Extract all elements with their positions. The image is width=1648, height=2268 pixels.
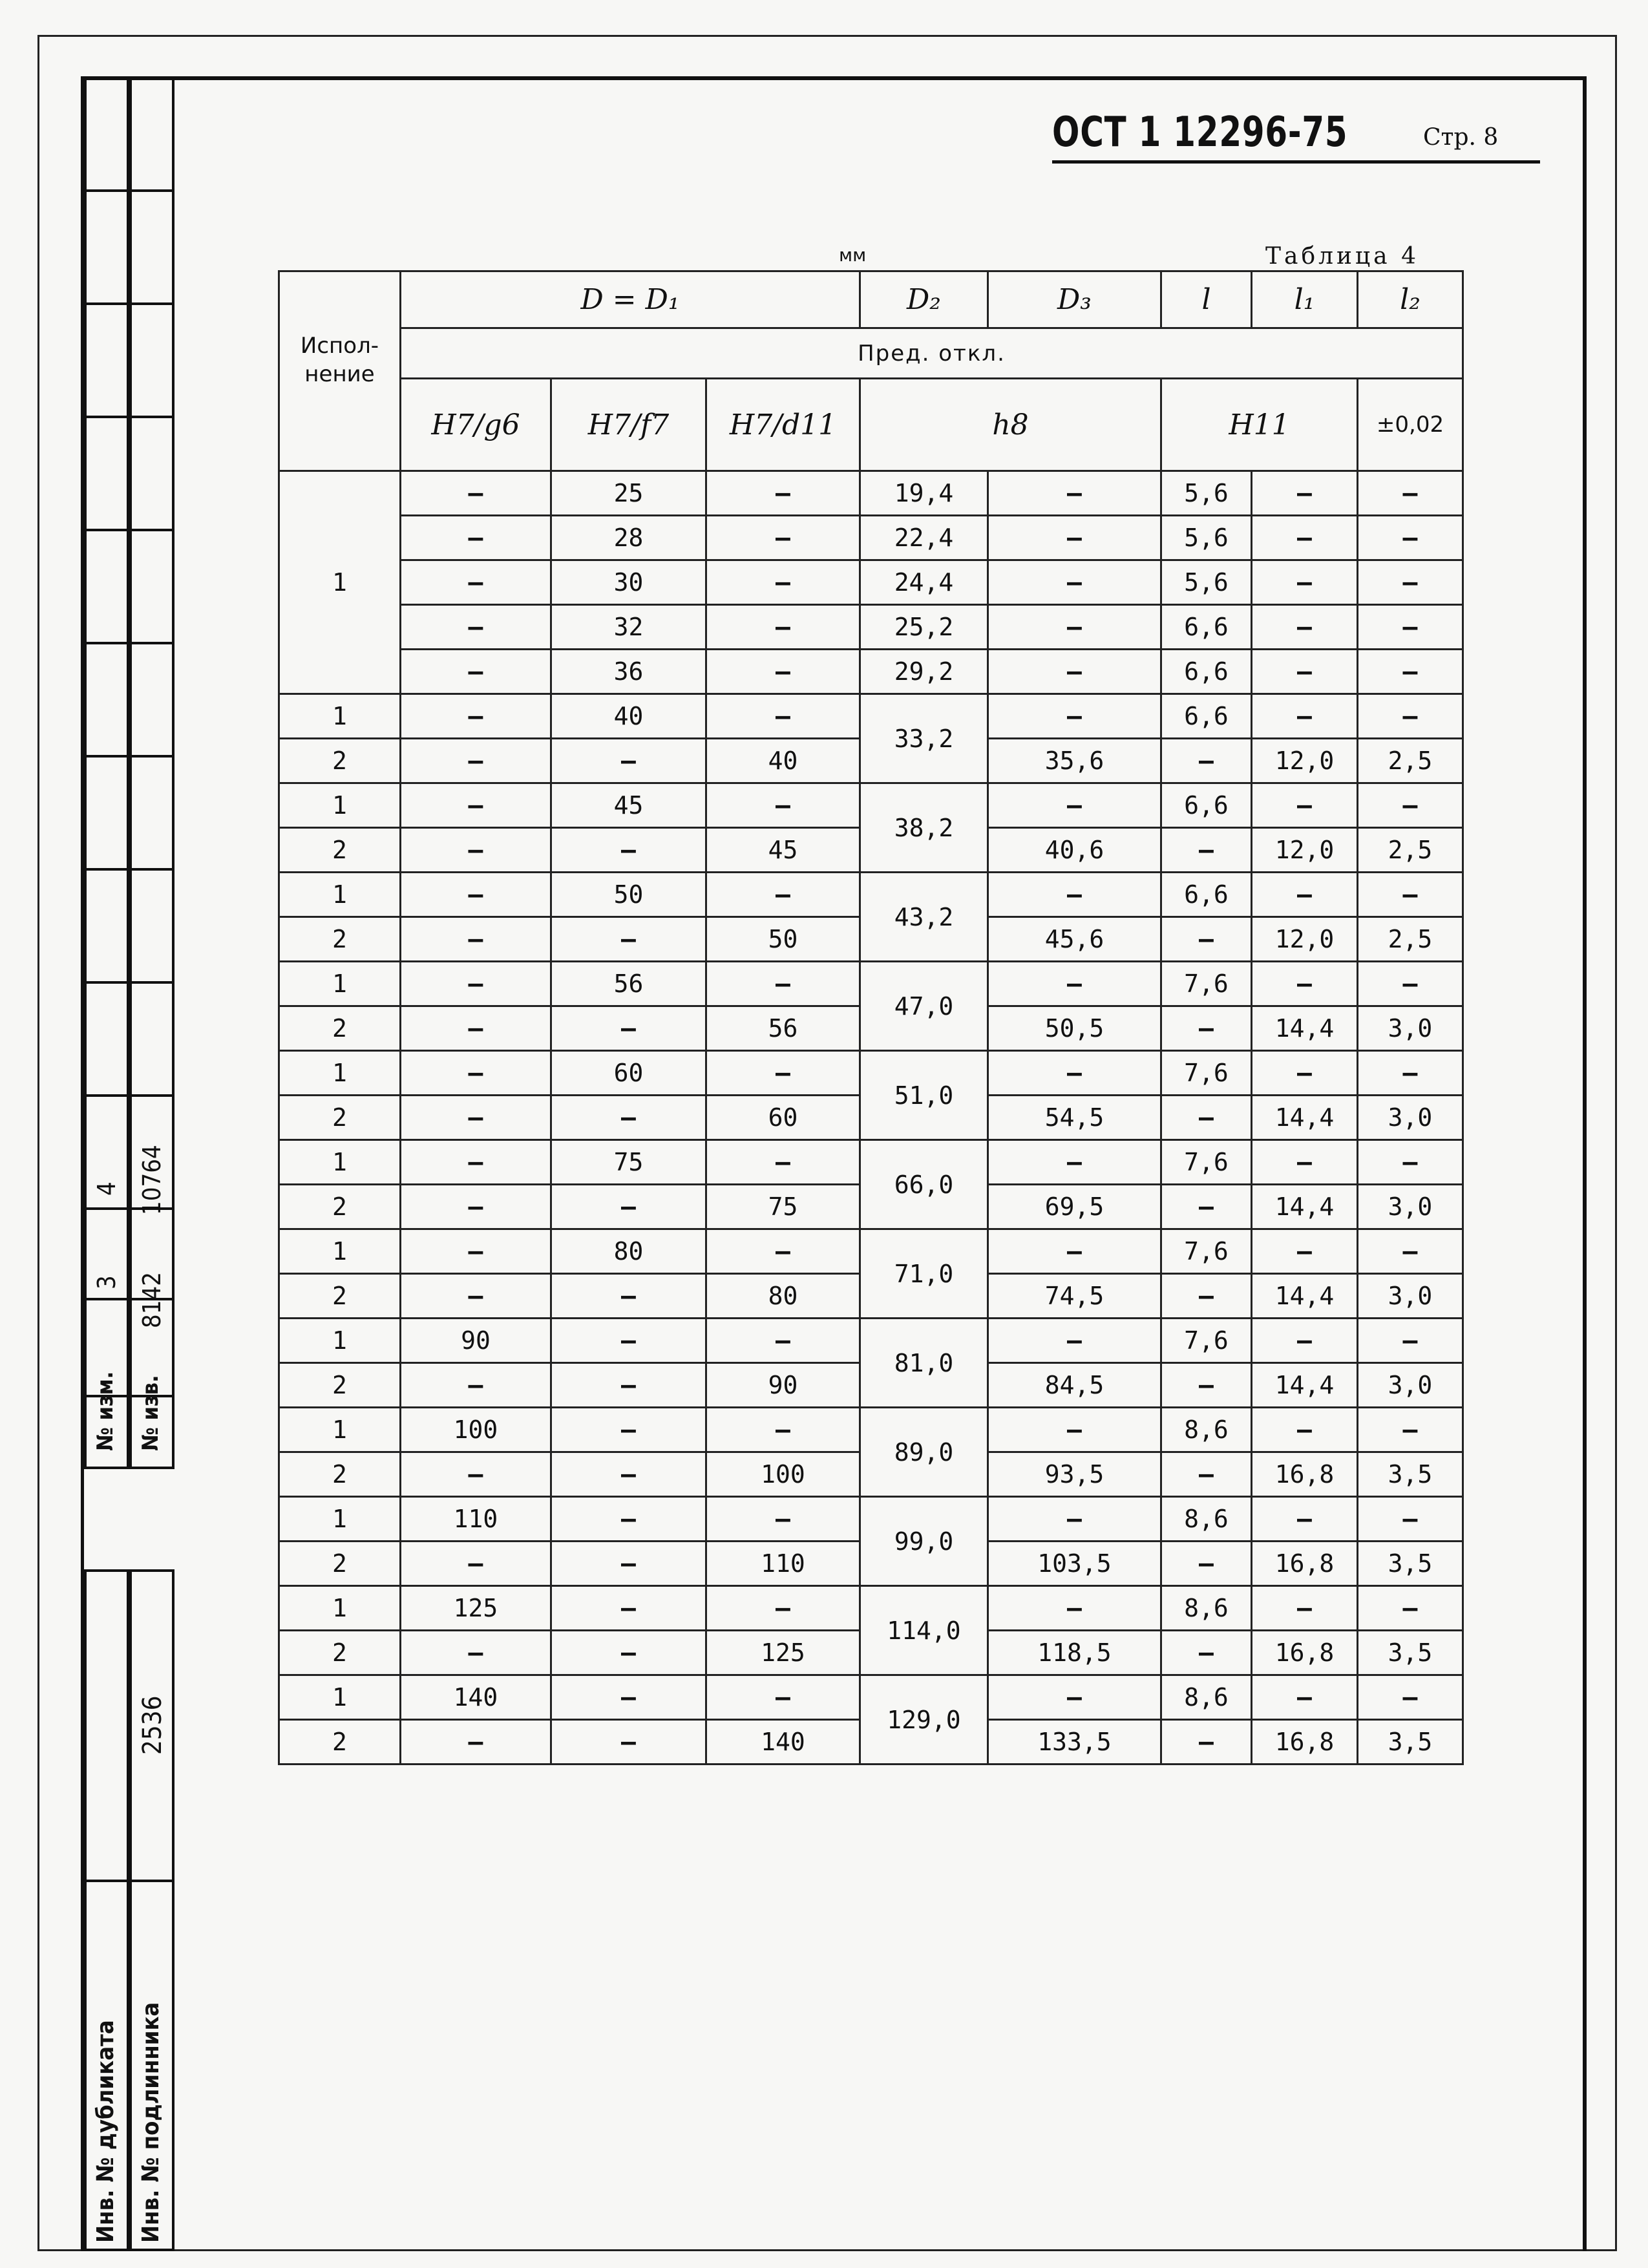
cell-execution: 1 bbox=[279, 1586, 401, 1631]
cell-l: – bbox=[1161, 1363, 1252, 1408]
cell-d2: 51,0 bbox=[860, 1051, 988, 1140]
table-row bbox=[279, 962, 1463, 1006]
cell-l: 6,6 bbox=[1161, 650, 1252, 694]
cell-f7: – bbox=[551, 1720, 706, 1765]
cell-d2: 114,0 bbox=[860, 1586, 988, 1675]
rev-no-3: 3 bbox=[92, 1275, 121, 1289]
cell-d11: 90 bbox=[706, 1363, 860, 1408]
cell-d3: 118,5 bbox=[988, 1631, 1161, 1675]
cell-l: – bbox=[1161, 739, 1252, 783]
cell-l2: 3,0 bbox=[1358, 1096, 1463, 1140]
cell-l1: – bbox=[1252, 1408, 1358, 1452]
cell-l: 8,6 bbox=[1161, 1586, 1252, 1631]
cell-execution: 2 bbox=[279, 917, 401, 962]
cell-l: – bbox=[1161, 1631, 1252, 1675]
cell-f7: 56 bbox=[551, 962, 706, 1006]
cell-d3: – bbox=[988, 650, 1161, 694]
cell-d11: 60 bbox=[706, 1096, 860, 1140]
cell-l2: 3,0 bbox=[1358, 1185, 1463, 1229]
cell-l2: – bbox=[1358, 516, 1463, 560]
cell-execution: 2 bbox=[279, 739, 401, 783]
cell-l1: – bbox=[1252, 1497, 1358, 1542]
cell-l2: – bbox=[1358, 1229, 1463, 1274]
cell-execution: 1 bbox=[279, 1408, 401, 1452]
cell-d3: – bbox=[988, 605, 1161, 650]
cell-d11: – bbox=[706, 1586, 860, 1631]
cell-l: – bbox=[1161, 1274, 1252, 1319]
cell-l2: – bbox=[1358, 1051, 1463, 1096]
cell-l: 7,6 bbox=[1161, 962, 1252, 1006]
cell-f7: – bbox=[551, 1319, 706, 1363]
cell-l2: – bbox=[1358, 1319, 1463, 1363]
cell-l1: 16,8 bbox=[1252, 1542, 1358, 1586]
header-d2: D₂ bbox=[860, 271, 988, 328]
table-row bbox=[279, 1319, 1463, 1363]
cell-g6: 100 bbox=[401, 1408, 551, 1452]
cell-l1: – bbox=[1252, 873, 1358, 917]
cell-l1: – bbox=[1252, 1140, 1358, 1185]
cell-g6: 140 bbox=[401, 1675, 551, 1720]
cell-l: – bbox=[1161, 1185, 1252, 1229]
table-title: Таблица 4 bbox=[1265, 243, 1419, 270]
cell-l2: – bbox=[1358, 783, 1463, 828]
cell-d3: 35,6 bbox=[988, 739, 1161, 783]
cell-l1: – bbox=[1252, 1319, 1358, 1363]
cell-l: 7,6 bbox=[1161, 1140, 1252, 1185]
cell-execution: 1 bbox=[279, 873, 401, 917]
cell-d11: 140 bbox=[706, 1720, 860, 1765]
cell-execution: 2 bbox=[279, 1720, 401, 1765]
cell-g6: – bbox=[401, 516, 551, 560]
cell-f7: – bbox=[551, 1452, 706, 1497]
cell-d11: – bbox=[706, 1497, 860, 1542]
cell-l1: – bbox=[1252, 962, 1358, 1006]
cell-g6: – bbox=[401, 1140, 551, 1185]
cell-f7: – bbox=[551, 917, 706, 962]
cell-l1: – bbox=[1252, 516, 1358, 560]
cell-g6: – bbox=[401, 828, 551, 873]
cell-d11: – bbox=[706, 962, 860, 1006]
header-tolerance: Пред. откл. bbox=[401, 328, 1463, 379]
header-execution: Испол- нение bbox=[279, 271, 401, 471]
header-d-d1: D = D₁ bbox=[401, 271, 860, 328]
cell-l2: – bbox=[1358, 1408, 1463, 1452]
cell-d11: 40 bbox=[706, 739, 860, 783]
table-row bbox=[279, 1229, 1463, 1274]
revision-strip-right bbox=[129, 76, 174, 1469]
cell-execution: 1 bbox=[279, 1319, 401, 1363]
cell-g6: 90 bbox=[401, 1319, 551, 1363]
cell-d11: – bbox=[706, 694, 860, 739]
cell-g6: – bbox=[401, 962, 551, 1006]
cell-d3: 50,5 bbox=[988, 1006, 1161, 1051]
cell-execution: 2 bbox=[279, 828, 401, 873]
cell-g6: – bbox=[401, 1363, 551, 1408]
cell-d2: 24,4 bbox=[860, 560, 988, 605]
cell-g6: – bbox=[401, 605, 551, 650]
table-row bbox=[279, 1497, 1463, 1542]
cell-d3: 40,6 bbox=[988, 828, 1161, 873]
cell-d3: 103,5 bbox=[988, 1542, 1161, 1586]
cell-l2: – bbox=[1358, 962, 1463, 1006]
cell-l: – bbox=[1161, 917, 1252, 962]
cell-execution: 2 bbox=[279, 1542, 401, 1586]
cell-d11: – bbox=[706, 783, 860, 828]
cell-d3: – bbox=[988, 962, 1161, 1006]
cell-d3: 45,6 bbox=[988, 917, 1161, 962]
cell-l1: 14,4 bbox=[1252, 1096, 1358, 1140]
cell-g6: – bbox=[401, 917, 551, 962]
cell-g6: – bbox=[401, 694, 551, 739]
cell-l: 6,6 bbox=[1161, 694, 1252, 739]
cell-execution: 2 bbox=[279, 1452, 401, 1497]
table-row bbox=[279, 605, 1463, 650]
cell-execution: 1 bbox=[279, 471, 401, 694]
cell-execution: 1 bbox=[279, 694, 401, 739]
table-row bbox=[279, 471, 1463, 516]
table-row bbox=[279, 650, 1463, 694]
cell-d11: – bbox=[706, 1229, 860, 1274]
cell-l2: – bbox=[1358, 694, 1463, 739]
cell-g6: – bbox=[401, 1185, 551, 1229]
cell-l: – bbox=[1161, 1096, 1252, 1140]
table-row bbox=[279, 1140, 1463, 1185]
cell-l2: 3,0 bbox=[1358, 1363, 1463, 1408]
cell-execution: 1 bbox=[279, 962, 401, 1006]
header-l: l bbox=[1161, 271, 1252, 328]
cell-f7: 36 bbox=[551, 650, 706, 694]
cell-f7: 32 bbox=[551, 605, 706, 650]
cell-g6: – bbox=[401, 1274, 551, 1319]
rev-no-4: 4 bbox=[92, 1182, 121, 1196]
cell-f7: – bbox=[551, 1497, 706, 1542]
header-fit-h7g6: H7/g6 bbox=[401, 379, 551, 471]
cell-d2: 38,2 bbox=[860, 783, 988, 873]
standard-designation: ОСТ 1 12296-75 bbox=[1052, 109, 1348, 156]
cell-l: 8,6 bbox=[1161, 1675, 1252, 1720]
label-notice-no: № изв. bbox=[138, 1375, 164, 1451]
cell-d2: 25,2 bbox=[860, 605, 988, 650]
cell-d3: – bbox=[988, 1408, 1161, 1452]
cell-l1: – bbox=[1252, 1229, 1358, 1274]
cell-g6: – bbox=[401, 471, 551, 516]
cell-l2: – bbox=[1358, 1586, 1463, 1631]
cell-l: 7,6 bbox=[1161, 1051, 1252, 1096]
cell-d3: – bbox=[988, 1497, 1161, 1542]
cell-d3: 54,5 bbox=[988, 1096, 1161, 1140]
cell-d11: – bbox=[706, 1319, 860, 1363]
cell-l2: – bbox=[1358, 1675, 1463, 1720]
cell-f7: – bbox=[551, 1363, 706, 1408]
cell-l1: – bbox=[1252, 694, 1358, 739]
cell-f7: 75 bbox=[551, 1140, 706, 1185]
cell-g6: – bbox=[401, 873, 551, 917]
cell-d3: – bbox=[988, 1229, 1161, 1274]
table-row bbox=[279, 783, 1463, 828]
cell-l2: 3,5 bbox=[1358, 1452, 1463, 1497]
cell-execution: 1 bbox=[279, 1140, 401, 1185]
cell-f7: 30 bbox=[551, 560, 706, 605]
table-row bbox=[279, 1675, 1463, 1720]
cell-execution: 1 bbox=[279, 1675, 401, 1720]
cell-l2: – bbox=[1358, 650, 1463, 694]
cell-l2: 2,5 bbox=[1358, 739, 1463, 783]
table-row bbox=[279, 516, 1463, 560]
dimensions-table bbox=[278, 270, 1464, 1765]
cell-l: 5,6 bbox=[1161, 471, 1252, 516]
cell-f7: – bbox=[551, 1408, 706, 1452]
cell-d2: 47,0 bbox=[860, 962, 988, 1051]
cell-execution: 2 bbox=[279, 1006, 401, 1051]
cell-l: 5,6 bbox=[1161, 560, 1252, 605]
cell-execution: 2 bbox=[279, 1096, 401, 1140]
cell-d11: – bbox=[706, 650, 860, 694]
cell-d11: 50 bbox=[706, 917, 860, 962]
cell-l: 6,6 bbox=[1161, 873, 1252, 917]
cell-l2: – bbox=[1358, 1140, 1463, 1185]
cell-g6: – bbox=[401, 783, 551, 828]
unit-label: мм bbox=[839, 244, 867, 266]
cell-d11: – bbox=[706, 1140, 860, 1185]
cell-d3: – bbox=[988, 560, 1161, 605]
cell-l: 7,6 bbox=[1161, 1319, 1252, 1363]
cell-execution: 2 bbox=[279, 1274, 401, 1319]
cell-d3: – bbox=[988, 873, 1161, 917]
cell-execution: 1 bbox=[279, 1497, 401, 1542]
cell-f7: – bbox=[551, 1274, 706, 1319]
table-row bbox=[279, 1586, 1463, 1631]
cell-f7: – bbox=[551, 1096, 706, 1140]
header-fit-h11: H11 bbox=[1161, 379, 1358, 471]
cell-d11: 100 bbox=[706, 1452, 860, 1497]
cell-g6: 110 bbox=[401, 1497, 551, 1542]
cell-l1: 12,0 bbox=[1252, 828, 1358, 873]
header-fit-h8: h8 bbox=[860, 379, 1161, 471]
cell-l: 5,6 bbox=[1161, 516, 1252, 560]
cell-l1: – bbox=[1252, 1675, 1358, 1720]
cell-d11: – bbox=[706, 605, 860, 650]
cell-execution: 1 bbox=[279, 1051, 401, 1096]
cell-d2: 33,2 bbox=[860, 694, 988, 783]
cell-d3: – bbox=[988, 694, 1161, 739]
cell-d11: 75 bbox=[706, 1185, 860, 1229]
cell-l1: 14,4 bbox=[1252, 1274, 1358, 1319]
cell-f7: – bbox=[551, 1675, 706, 1720]
cell-d3: 69,5 bbox=[988, 1185, 1161, 1229]
table-row bbox=[279, 694, 1463, 739]
cell-g6: – bbox=[401, 1096, 551, 1140]
cell-g6: – bbox=[401, 739, 551, 783]
cell-d11: 80 bbox=[706, 1274, 860, 1319]
label-original-inventory: Инв. № подлинника bbox=[138, 2002, 164, 2243]
cell-d2: 129,0 bbox=[860, 1675, 988, 1765]
cell-l1: 12,0 bbox=[1252, 917, 1358, 962]
cell-g6: – bbox=[401, 1452, 551, 1497]
cell-g6: – bbox=[401, 1006, 551, 1051]
revision-strip-left bbox=[84, 76, 129, 1469]
cell-d11: – bbox=[706, 1051, 860, 1096]
cell-g6: – bbox=[401, 1542, 551, 1586]
cell-l: 8,6 bbox=[1161, 1497, 1252, 1542]
header-l1: l₁ bbox=[1252, 271, 1358, 328]
cell-g6: 125 bbox=[401, 1586, 551, 1631]
cell-l1: – bbox=[1252, 1586, 1358, 1631]
cell-l1: 12,0 bbox=[1252, 739, 1358, 783]
header-d3: D₃ bbox=[988, 271, 1161, 328]
cell-l1: – bbox=[1252, 605, 1358, 650]
cell-d11: – bbox=[706, 471, 860, 516]
cell-l1: 16,8 bbox=[1252, 1452, 1358, 1497]
cell-d3: 93,5 bbox=[988, 1452, 1161, 1497]
cell-g6: – bbox=[401, 650, 551, 694]
header-fit-h7d11: H7/d11 bbox=[706, 379, 860, 471]
cell-l2: 3,5 bbox=[1358, 1542, 1463, 1586]
cell-f7: – bbox=[551, 1631, 706, 1675]
cell-f7: 40 bbox=[551, 694, 706, 739]
cell-d2: 22,4 bbox=[860, 516, 988, 560]
table-row bbox=[279, 1051, 1463, 1096]
cell-g6: – bbox=[401, 1631, 551, 1675]
table-row bbox=[279, 1408, 1463, 1452]
cell-d2: 99,0 bbox=[860, 1497, 988, 1586]
cell-l: – bbox=[1161, 1720, 1252, 1765]
cell-l: 6,6 bbox=[1161, 783, 1252, 828]
notice-no-4: 10764 bbox=[138, 1145, 166, 1215]
cell-l1: – bbox=[1252, 1051, 1358, 1096]
table-row bbox=[279, 560, 1463, 605]
cell-l2: – bbox=[1358, 471, 1463, 516]
cell-d3: – bbox=[988, 471, 1161, 516]
cell-l1: 14,4 bbox=[1252, 1363, 1358, 1408]
cell-d3: – bbox=[988, 1140, 1161, 1185]
cell-f7: 60 bbox=[551, 1051, 706, 1096]
cell-d3: – bbox=[988, 516, 1161, 560]
cell-d2: 66,0 bbox=[860, 1140, 988, 1229]
cell-d3: – bbox=[988, 1675, 1161, 1720]
cell-l: – bbox=[1161, 1452, 1252, 1497]
cell-f7: – bbox=[551, 828, 706, 873]
cell-execution: 2 bbox=[279, 1631, 401, 1675]
cell-execution: 2 bbox=[279, 1185, 401, 1229]
cell-f7: – bbox=[551, 1185, 706, 1229]
cell-l: 7,6 bbox=[1161, 1229, 1252, 1274]
header-fit-pm: ±0,02 bbox=[1358, 379, 1463, 471]
cell-f7: – bbox=[551, 1006, 706, 1051]
cell-f7: 45 bbox=[551, 783, 706, 828]
cell-d2: 29,2 bbox=[860, 650, 988, 694]
cell-d2: 19,4 bbox=[860, 471, 988, 516]
cell-d11: 110 bbox=[706, 1542, 860, 1586]
header-l2: l₂ bbox=[1358, 271, 1463, 328]
cell-execution: 1 bbox=[279, 783, 401, 828]
cell-d3: – bbox=[988, 1051, 1161, 1096]
notice-no-3: 8142 bbox=[138, 1272, 166, 1328]
cell-d11: 45 bbox=[706, 828, 860, 873]
cell-d3: 84,5 bbox=[988, 1363, 1161, 1408]
cell-l: – bbox=[1161, 828, 1252, 873]
cell-l1: 16,8 bbox=[1252, 1720, 1358, 1765]
cell-l1: 14,4 bbox=[1252, 1185, 1358, 1229]
cell-d2: 43,2 bbox=[860, 873, 988, 962]
cell-l2: 3,0 bbox=[1358, 1006, 1463, 1051]
cell-d11: – bbox=[706, 1408, 860, 1452]
cell-d11: – bbox=[706, 873, 860, 917]
cell-execution: 1 bbox=[279, 1229, 401, 1274]
cell-d11: – bbox=[706, 1675, 860, 1720]
cell-f7: 25 bbox=[551, 471, 706, 516]
cell-d3: 133,5 bbox=[988, 1720, 1161, 1765]
cell-l1: – bbox=[1252, 783, 1358, 828]
cell-l2: 2,5 bbox=[1358, 917, 1463, 962]
header-fit-h7f7: H7/f7 bbox=[551, 379, 706, 471]
cell-f7: 28 bbox=[551, 516, 706, 560]
cell-d3: – bbox=[988, 783, 1161, 828]
cell-l1: – bbox=[1252, 650, 1358, 694]
cell-l: 8,6 bbox=[1161, 1408, 1252, 1452]
table-row bbox=[279, 873, 1463, 917]
label-duplicate-inventory: Инв. № дубликата bbox=[92, 2020, 119, 2243]
cell-d2: 71,0 bbox=[860, 1229, 988, 1319]
cell-l: – bbox=[1161, 1542, 1252, 1586]
label-change-no: № изм. bbox=[92, 1371, 118, 1451]
cell-l2: – bbox=[1358, 873, 1463, 917]
cell-l1: – bbox=[1252, 560, 1358, 605]
cell-l2: 3,5 bbox=[1358, 1631, 1463, 1675]
cell-g6: – bbox=[401, 1051, 551, 1096]
cell-l2: – bbox=[1358, 560, 1463, 605]
cell-d11: – bbox=[706, 560, 860, 605]
duplicate-no: 2536 bbox=[138, 1695, 167, 1755]
cell-f7: 50 bbox=[551, 873, 706, 917]
cell-l2: – bbox=[1358, 605, 1463, 650]
cell-l2: 2,5 bbox=[1358, 828, 1463, 873]
cell-d2: 81,0 bbox=[860, 1319, 988, 1408]
cell-l2: – bbox=[1358, 1497, 1463, 1542]
cell-d11: 56 bbox=[706, 1006, 860, 1051]
cell-d3: 74,5 bbox=[988, 1274, 1161, 1319]
designation-underline bbox=[1052, 160, 1540, 164]
cell-d3: – bbox=[988, 1319, 1161, 1363]
cell-d11: 125 bbox=[706, 1631, 860, 1675]
cell-g6: – bbox=[401, 1720, 551, 1765]
cell-l2: 3,0 bbox=[1358, 1274, 1463, 1319]
cell-f7: – bbox=[551, 739, 706, 783]
cell-d3: – bbox=[988, 1586, 1161, 1631]
cell-l1: 14,4 bbox=[1252, 1006, 1358, 1051]
cell-f7: – bbox=[551, 1586, 706, 1631]
cell-execution: 2 bbox=[279, 1363, 401, 1408]
cell-l1: – bbox=[1252, 471, 1358, 516]
cell-d2: 89,0 bbox=[860, 1408, 988, 1497]
cell-l: – bbox=[1161, 1006, 1252, 1051]
cell-f7: 80 bbox=[551, 1229, 706, 1274]
cell-l1: 16,8 bbox=[1252, 1631, 1358, 1675]
cell-g6: – bbox=[401, 560, 551, 605]
page-number: Стр. 8 bbox=[1423, 124, 1499, 151]
cell-l: 6,6 bbox=[1161, 605, 1252, 650]
cell-g6: – bbox=[401, 1229, 551, 1274]
cell-f7: – bbox=[551, 1542, 706, 1586]
cell-d11: – bbox=[706, 516, 860, 560]
cell-l2: 3,5 bbox=[1358, 1720, 1463, 1765]
